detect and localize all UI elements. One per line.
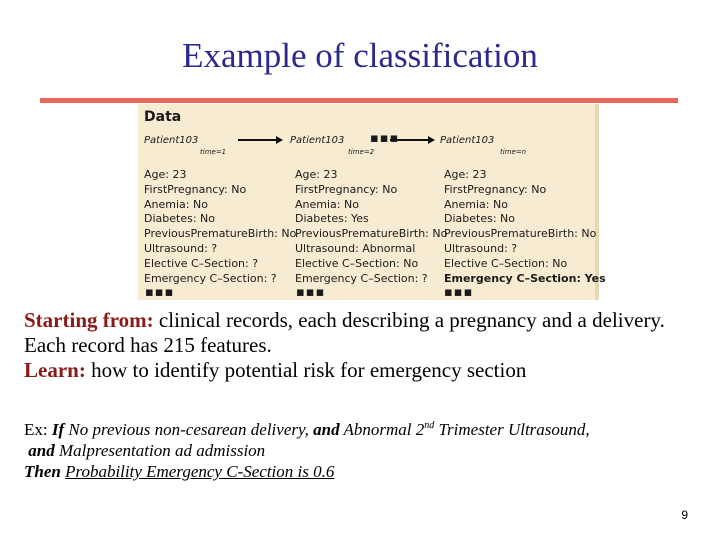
record-field: Ultrasound: Abnormal xyxy=(295,241,416,255)
record-field: Ultrasound: ? xyxy=(144,241,218,255)
record-field: PreviousPrematureBirth: No xyxy=(144,227,297,241)
page-number: 9 xyxy=(681,508,688,522)
conclusion: Probability Emergency C-Section is 0.6 xyxy=(65,462,335,481)
and-keyword: and xyxy=(28,441,55,460)
example-line-2 xyxy=(24,440,714,461)
and-keyword: and xyxy=(313,420,340,439)
record-field: Anemia: No xyxy=(295,197,359,211)
then-keyword: Then xyxy=(24,462,61,481)
record-field: Diabetes: No xyxy=(144,212,215,226)
arrow-right-icon xyxy=(238,136,283,144)
record-field: PreviousPrematureBirth: No xyxy=(295,227,448,241)
record-column-2 xyxy=(295,168,447,286)
condition-1: No previous non-cesarean delivery, xyxy=(64,420,314,439)
record-field-highlighted: Emergency C–Section: Yes xyxy=(444,271,606,285)
patient-name-2: Patient103 xyxy=(290,135,345,146)
record-field: PreviousPrematureBirth: No xyxy=(444,227,597,241)
example-line-3 xyxy=(24,461,714,482)
starting-from-label: Starting from: xyxy=(24,308,154,332)
condition-2-end: Trimester Ultrasound, xyxy=(434,420,590,439)
patient-time-2: time=2 xyxy=(348,148,375,156)
record-field: Elective C–Section: No xyxy=(295,256,419,270)
if-keyword: If xyxy=(51,420,65,439)
learn-text: how to identify potential risk for emergency section xyxy=(85,358,527,382)
record-field: Emergency C–Section: ? xyxy=(144,271,277,285)
ellipsis-dots: ▪▪▪ xyxy=(444,285,474,300)
example-rule xyxy=(24,415,714,482)
record-field: Anemia: No xyxy=(144,197,208,211)
condition-3: Malpresentation ad admission xyxy=(54,441,266,460)
record-field: Ultrasound: ? xyxy=(444,241,518,255)
condition-2: Abnormal 2 xyxy=(339,420,425,439)
learn-label: Learn: xyxy=(24,358,86,382)
starting-from-line xyxy=(24,308,704,358)
ellipsis-dots: ▪▪▪ xyxy=(296,285,326,300)
ellipsis-dots: ▪▪▪ xyxy=(145,285,175,300)
patient-name-1: Patient103 xyxy=(144,135,199,146)
record-column-1 xyxy=(144,168,296,286)
patient-time-1: time=1 xyxy=(200,148,227,156)
record-field: Diabetes: Yes xyxy=(295,212,369,226)
record-field: Elective C–Section: ? xyxy=(144,256,259,270)
example-prefix: Ex: xyxy=(24,420,52,439)
record-field: Age: 23 xyxy=(144,168,187,181)
record-field: Anemia: No xyxy=(444,197,508,211)
arrow-right-icon xyxy=(390,136,435,144)
data-heading: Data xyxy=(144,109,182,125)
record-field: FirstPregnancy: No xyxy=(295,182,398,196)
record-field: FirstPregnancy: No xyxy=(144,182,247,196)
data-table-image xyxy=(138,104,606,300)
record-field: Age: 23 xyxy=(444,168,487,181)
patient-time-3: time=n xyxy=(500,148,527,156)
slide-title: Example of classification xyxy=(182,36,538,75)
title-divider xyxy=(40,98,678,103)
learn-line xyxy=(24,358,704,383)
description-paragraph xyxy=(24,308,704,383)
starting-from-text: clinical records, each describing a pregnancy and a delivery. Each record has 215 features. xyxy=(24,308,665,357)
condition-2-superscript: nd xyxy=(424,420,435,431)
record-field: Diabetes: No xyxy=(444,212,515,226)
record-column-3 xyxy=(444,168,606,286)
patient-name-3: Patient103 xyxy=(440,135,495,146)
record-field: Age: 23 xyxy=(295,168,338,181)
record-field: Emergency C–Section: ? xyxy=(295,271,428,285)
example-line-1 xyxy=(24,415,714,440)
record-field: Elective C–Section: No xyxy=(444,256,568,270)
ellipsis-dots: ▪▪▪ xyxy=(370,131,400,146)
record-field: FirstPregnancy: No xyxy=(444,182,547,196)
